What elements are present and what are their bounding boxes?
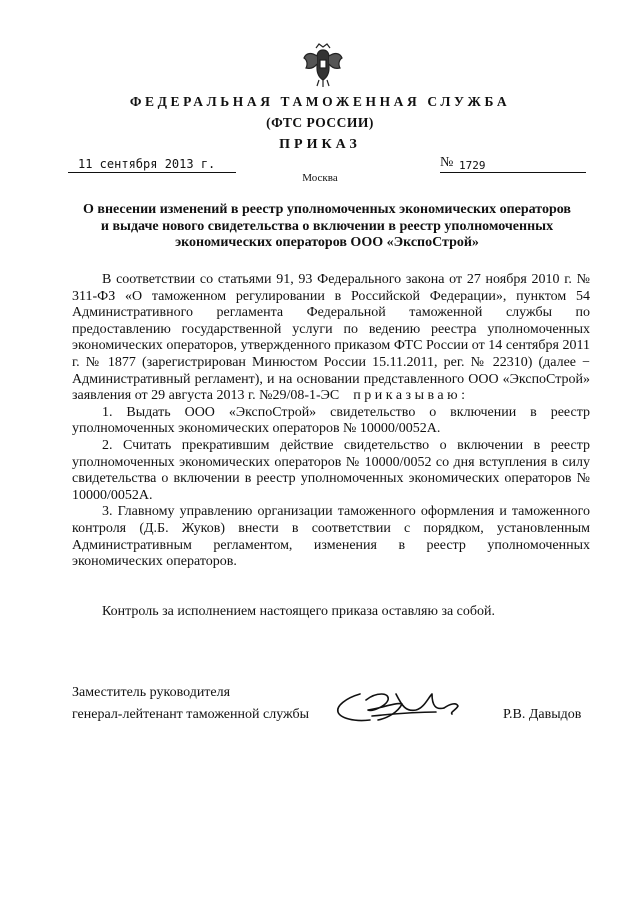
handwritten-signature [332, 682, 472, 732]
signatory-name: Р.В. Давыдов [503, 707, 582, 722]
russian-coat-of-arms-icon [302, 42, 344, 88]
signatory-title-line-2: генерал-лейтенант таможенной службы [72, 707, 310, 722]
signatory-title-line-1: Заместитель руководителя [72, 685, 231, 700]
subject-line-1: О внесении изменений в реестр уполномоченных экономических операторов [83, 202, 571, 217]
order-item-3: 3. Главному управлению организации таможенного оформления и таможенного контроля (Д.Б. Жуков) внести в соответствии с порядком, установленным Административным регламентом, изменения в реестр уполномоченных экономических операторов. [72, 504, 590, 570]
preamble-text: В соответствии со статьями 91, 93 Федерального закона от 27 ноября 2010 г. № 311-ФЗ «О таможенном регулировании в Российской Федерации», пунктом 54 Административного регламента Федеральной таможенной службы по предоставлению государственной услуги по ведению реестра уполномоченных экономических операторов, утвержденного приказом ФТС России от 14 сентября 2011 г. № 1877 (зарегистрирован Минюстом России 15.11.2011, рег. № 22310) (далее − Административный регламент), и на основании представленного ООО «ЭкспоСтрой» заявления от 29 августа 2013 г. №29/08-1-ЭС [72, 272, 590, 404]
order-item-2: 2. Считать прекратившим действие свидетельство о включении в реестр уполномоченных экономических операторов № 10000/0052 со дня вступления в силу свидетельства о включении в реестр уполномоченных экономических операторов № 10000/0052А. [72, 437, 590, 503]
number-sign: № [440, 155, 454, 170]
subject-line-2: и выдаче нового свидетельства о включении в реестр уполномоченных [100, 218, 554, 234]
order-date: 11 сентября 2013 г. [68, 156, 236, 173]
signatory-title [72, 682, 309, 726]
order-number: 1729 [459, 159, 486, 172]
organization-name: ФЕДЕРАЛЬНАЯ ТАМОЖЕННАЯ СЛУЖБА [129, 94, 511, 109]
order-body [72, 272, 590, 571]
city: Москва [302, 172, 338, 184]
order-word: приказываю: [353, 388, 469, 404]
subject-line-3: экономических операторов ООО «ЭкспоСтрой» [175, 235, 479, 250]
order-item-1: 1. Выдать ООО «ЭкспоСтрой» свидетельство о включении в реестр уполномоченных экономических операторов № 10000/0052А. [72, 404, 590, 437]
order-subject [60, 202, 594, 252]
control-statement: Контроль за исполнением настоящего приказа оставляю за собой. [102, 604, 496, 619]
organization-abbreviation: (ФТС РОССИИ) [266, 115, 374, 130]
document-type: ПРИКАЗ [279, 137, 361, 152]
preamble-paragraph [72, 272, 590, 405]
